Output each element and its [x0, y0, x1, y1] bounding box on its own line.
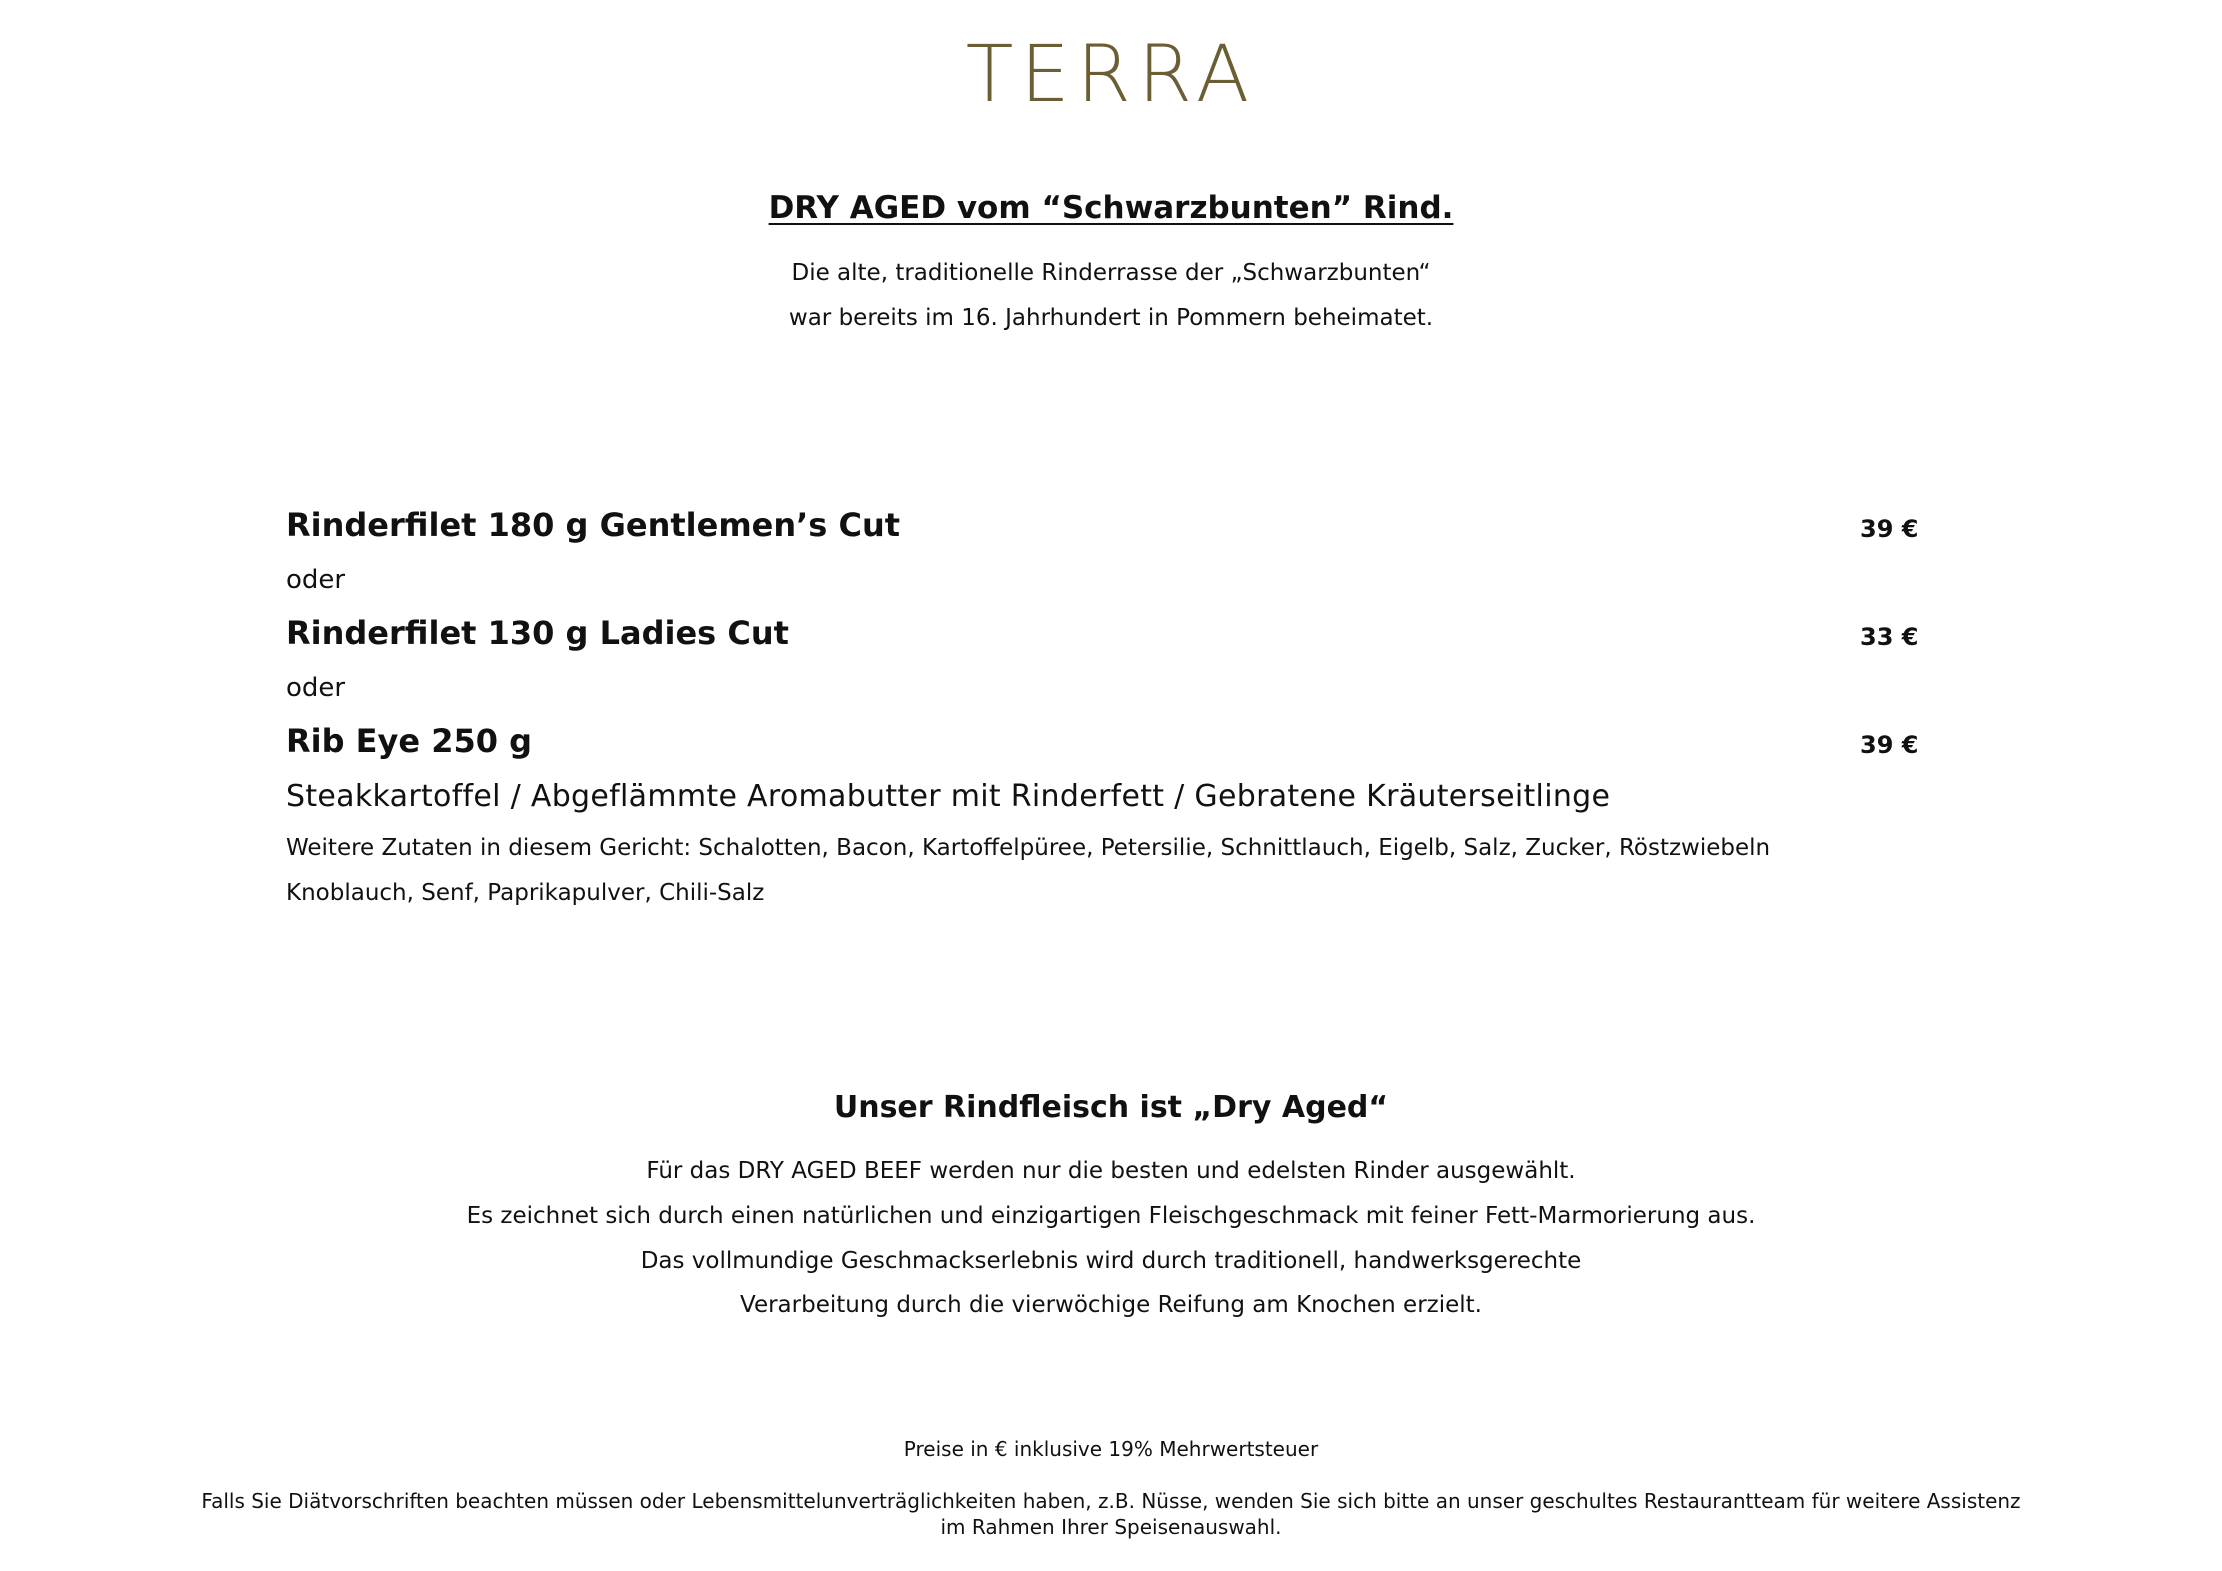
allergy-note-line: im Rahmen Ihrer Speisenauswahl.: [940, 1515, 1282, 1539]
menu-sides: Steakkartoffel / Abgeflämmte Aromabutter mit Rinderfett / Gebratene Kräuterseitlinge: [286, 779, 1611, 814]
ingredients-line: Knoblauch, Senf, Paprikapulver, Chili-Salz: [286, 880, 765, 906]
section-title-dry-aged: DRY AGED vom “Schwarzbunten” Rind.: [768, 190, 1454, 226]
menu-item-name: Rinderfilet 130 g Ladies Cut: [286, 614, 789, 652]
menu-item-price: 33 €: [1860, 623, 1919, 651]
vat-note: Preise in € inklusive 19% Mehrwertsteuer: [903, 1437, 1319, 1461]
menu-separator: oder: [286, 673, 346, 703]
intro-line: war bereits im 16. Jahrhundert in Pommern beheimatet.: [788, 305, 1434, 331]
section-title-dry-aged-info: Unser Rindfleisch ist „Dry Aged“: [833, 1090, 1389, 1125]
menu-item-name: Rib Eye 250 g: [286, 722, 533, 760]
info-line: Es zeichnet sich durch einen natürlichen und einzigartigen Fleischgeschmack mit feiner Fett-Marmorierung aus.: [466, 1203, 1756, 1229]
info-line: Für das DRY AGED BEEF werden nur die besten und edelsten Rinder ausgewählt.: [646, 1158, 1576, 1184]
menu-item-price: 39 €: [1860, 515, 1919, 543]
brand-logo: TERRA: [965, 30, 1257, 120]
intro-line: Die alte, traditionelle Rinderrasse der „Schwarzbunten“: [791, 260, 1431, 286]
allergy-note-line: Falls Sie Diätvorschriften beachten müssen oder Lebensmittelunverträglichkeiten haben, z.B. Nüsse, wenden Sie sich bitte an unser geschultes Restaurantteam für weitere Assistenz: [201, 1489, 2021, 1513]
info-line: Verarbeitung durch die vierwöchige Reifung am Knochen erzielt.: [740, 1292, 1482, 1318]
info-line: Das vollmundige Geschmackserlebnis wird durch traditionell, handwerksgerechte: [640, 1248, 1582, 1274]
ingredients-line: Weitere Zutaten in diesem Gericht: Schalotten, Bacon, Kartoffelpüree, Petersilie, Schnittlauch, Eigelb, Salz, Zucker, Röstzwiebeln: [286, 835, 1771, 861]
menu-item-name: Rinderfilet 180 g Gentlemen’s Cut: [286, 506, 901, 544]
menu-separator: oder: [286, 565, 346, 595]
menu-item-price: 39 €: [1860, 731, 1919, 759]
